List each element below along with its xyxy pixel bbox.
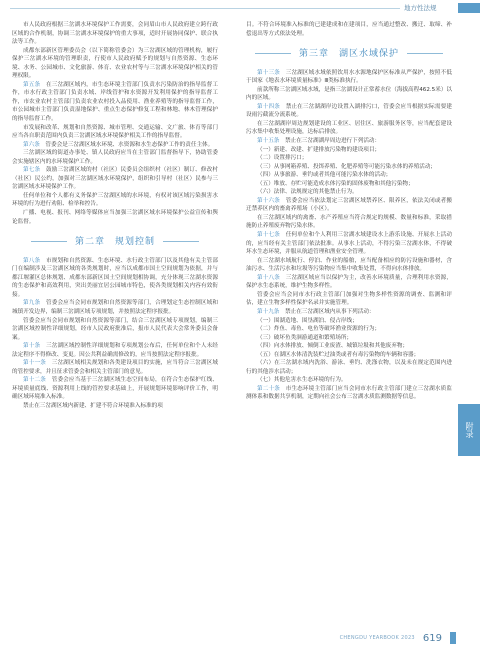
paragraph bbox=[246, 385, 452, 402]
paragraph-text: 市人民政府根据三岔湖水环境保护工作需要，会同眉山市人民政府建立跨行政区域的合作机制，协调三岔湖水环境保护的重大事项，适时开展协同保护、联合执法等工作。 bbox=[12, 22, 218, 46]
paragraph bbox=[246, 351, 452, 360]
paragraph bbox=[12, 317, 218, 343]
paragraph bbox=[246, 325, 452, 334]
paragraph-text: 三岔湖区域水域依照饮用水水源地保护区标准从严保护，按照不低于国家《地表水环境质量标准》Ⅲ类标准执行。 bbox=[246, 69, 452, 85]
page-number: 619 bbox=[422, 632, 442, 644]
paragraph-text: （五）在湖区水体清洗装贮过油类或者有毒污染物的车辆和容器； bbox=[257, 351, 420, 358]
paragraph-text: 前款所称三岔湖区域水域，是指三岔湖设计正常蓄水位（海拔高程462.5米）以内的区域。 bbox=[246, 86, 453, 102]
paragraph bbox=[246, 342, 452, 351]
paragraph-text: 市发展和改革、规划和自然资源、城市管理、交通运输、文广旅、体育等部门应当各自职责范围内负责三岔湖区域水环境保护相关工作的指导监督。 bbox=[12, 124, 218, 140]
paragraph-text: 市规划和自然资源、生态环境、水行政主管部门以及其他有关主管部门在编制涉及三岔湖区域的各类规划时，应当以成都市国土空间规划为依据，并与都江堰灌区总体规划、成都东部新区国土空间规划相协调，充分体现三岔湖水资源的生态保护和高效利用，突出美丽宜居公园城市特色，使各类规划相关内容有效衔接。 bbox=[12, 257, 218, 298]
paragraph bbox=[246, 163, 452, 172]
appendix-tab: 附录 bbox=[458, 404, 480, 456]
article-number: 第十二条 bbox=[23, 377, 46, 384]
paragraph bbox=[246, 69, 452, 86]
paragraph-text: （二）设置排污口； bbox=[257, 155, 308, 162]
paragraph-text: 在三岔湖区域内，市生态环境主管部门负责水污染防治的指导监督工作，市水行政主管部门负责水域、岸线管护和水资源开发利用保护的指导监督工作，市农业农村主管部门负责农业农村投入品使用、渔业养殖等的指导监督工作，市公园城市主管部门负责湿地保护、重点生态保护修复工程和林地、林木管理保护的指导监督工作。 bbox=[12, 81, 218, 123]
paragraph-text: 管委会是三岔湖区域水环境、水资源和水生态保护工作的责任主体。 bbox=[45, 141, 214, 148]
paragraph-text: 广播、电视、报刊、网络等媒体应当加强三岔湖区域水环境保护公益宣传和舆论监督。 bbox=[12, 210, 218, 225]
paragraph bbox=[12, 359, 218, 376]
paragraph bbox=[12, 192, 218, 209]
paragraph-text: 管委会应当基于三岔湖区域生态空间布局，在符合生态保护红线、环境质量底线、资源利用上线的管控要求基础上，开展规划环境影响评价工作，明确区域环境准入标准。 bbox=[12, 377, 218, 401]
paragraph bbox=[12, 299, 218, 316]
article-number: 第八条 bbox=[23, 257, 41, 264]
article-number: 第七条 bbox=[23, 167, 41, 174]
paragraph-text: 管委会应当会同市规划和自然资源等部门，合理划定生态控制区域和城镇开发边界，编制三岔湖区域专项规划，并按照法定程序报批。 bbox=[12, 300, 218, 315]
paragraph-text: 任何单位和个人利用三岔湖水域建设水上游乐设施、开展水上活动的，应当经有关主管部门依法批准。从事水上活动，不得污染三岔湖水体，不得破坏水生态环境，并服从航道管理和渔业安全管理。 bbox=[246, 232, 452, 256]
article-number: 第十九条 bbox=[257, 308, 280, 315]
paragraph bbox=[12, 402, 218, 411]
paragraph bbox=[246, 146, 452, 155]
paragraph bbox=[246, 334, 452, 343]
paragraph bbox=[12, 21, 218, 47]
page-header bbox=[0, 0, 480, 18]
paragraph bbox=[12, 124, 218, 141]
article-number: 第十一条 bbox=[23, 360, 46, 367]
paragraph bbox=[246, 103, 452, 120]
paragraph-text: 管委会应当依法划定三岔湖区域禁养区、限养区，依法关闭或者搬迁禁养区内的畜禽养殖场（小区）。 bbox=[246, 197, 452, 213]
left-column bbox=[12, 21, 218, 411]
article-number: 第二十条 bbox=[257, 385, 280, 392]
paragraph-text: 禁止在三岔湖区域内从事下列活动： bbox=[285, 308, 375, 315]
header-color-bar bbox=[458, 3, 480, 13]
paragraph-text: 三岔湖区域的街道办事处、镇人民政府应当在主管部门监督指导下，协助管委会实施辖区内的水环境保护工作。 bbox=[12, 150, 218, 165]
article-number: 第十三条 bbox=[257, 69, 280, 76]
paragraph bbox=[12, 81, 218, 124]
paragraph bbox=[246, 291, 452, 308]
paragraph bbox=[246, 171, 452, 180]
paragraph-text: （四）向水体排放、倾倒工业废渣、城镇垃圾和其他废弃物； bbox=[257, 343, 409, 350]
paragraph bbox=[12, 209, 218, 226]
paragraph-text: 在三岔湖湖岸周边规划建设的工业区、居住区、旅游服务区等，应当配套建设污水集中收集处理设施，达标后排放。 bbox=[246, 120, 452, 136]
paragraph bbox=[246, 317, 452, 326]
paragraph-text: 在三岔湖水域航行、停泊、作业的船舶，应当配备相应的防污设施和器材，含油污水、生活污水和垃圾等污染物应当集中收集处置，不得向水体排放。 bbox=[246, 257, 452, 273]
yearbook-label: CHENGDU YEARBOOK 2023 bbox=[339, 635, 415, 641]
paragraph-text: （一）围湖造地、围垦湖泊、侵占岸线； bbox=[257, 317, 358, 324]
paragraph-text: 市生态环境主管部门应当会同市水行政主管部门建立三岔湖水质监测体系和数据共享机制，定期向社会公布三岔湖水质监测数据等信息。 bbox=[246, 385, 452, 401]
paragraph bbox=[246, 231, 452, 257]
paragraph-text: 成都东部新区管理委员会（以下简称管委会）为三岔湖区域的管理机构，履行保护三岔湖水环境的管理职责，行使市人民政府赋予的规划与自然资源、生态环境、水务、公园城市、文化旅游、体育、农业农村等与三岔湖水环境保护相关的管理权限。 bbox=[12, 47, 218, 80]
paragraph bbox=[246, 21, 452, 38]
article-number: 第十五条 bbox=[257, 138, 280, 145]
paragraph bbox=[12, 257, 218, 300]
paragraph-text: 任何单位和个人都有义务保护三岔湖区域的水环境，有权对该区域污染损害水环境的行为进行劝阻、检举和控告。 bbox=[12, 192, 218, 208]
article-number: 第九条 bbox=[23, 300, 41, 307]
paragraph bbox=[246, 188, 452, 197]
paragraph-text: （五）堆放、存贮可能造成水体污染的固体废物和其他污染物； bbox=[257, 180, 414, 187]
chapter-heading: 第二章 规划控制 bbox=[12, 238, 218, 247]
paragraph bbox=[246, 86, 452, 103]
article-number: 第十条 bbox=[23, 343, 41, 350]
paragraph bbox=[246, 180, 452, 189]
article-number: 第十七条 bbox=[257, 232, 280, 239]
article-number: 第十六条 bbox=[257, 197, 280, 204]
paragraph bbox=[12, 376, 218, 402]
paragraph-text: 三岔湖区域控制性详细规划和专项规划公布后，任何单位和个人未经法定程序不得修改、变更。因公共利益确需修改的，应当按照法定程序报批。 bbox=[12, 343, 218, 358]
paragraph bbox=[246, 154, 452, 163]
section-title: 地方性法规 bbox=[404, 4, 437, 12]
paragraph-text: 禁止在三岔湖区域内新建、扩建不符合环境准入标准的项 bbox=[23, 402, 163, 409]
paragraph bbox=[246, 274, 452, 291]
chapter-heading: 第三章 湖区水域保护 bbox=[246, 50, 452, 59]
paragraph-text: 禁止在三岔湖湖岸边设置入湖排污口，管委会应当根据实际需要建设雨污截流分流系统。 bbox=[246, 103, 452, 119]
paragraph-text: 鼓励三岔湖区域的村（社区）民委员会组织村（社区）制订、修改村（社区）民公约，加强对三岔湖区域水环境保护，组织和引导村（社区）民参与三岔湖区域水环境保护工作。 bbox=[12, 167, 218, 191]
paragraph-text: 三岔湖区域相关规划和各类建设项目的实施，应当符合三岔湖区域的管控要求，并且征求管委会和相关主管部门的意见。 bbox=[12, 360, 218, 375]
page-footer bbox=[340, 631, 456, 645]
paragraph bbox=[246, 137, 452, 146]
paragraph bbox=[12, 47, 218, 81]
paragraph bbox=[12, 149, 218, 166]
paragraph-text: （三）破坏鱼类洄游通道和繁殖场所； bbox=[257, 334, 353, 341]
paragraph-text: （二）炸鱼、毒鱼、电鱼等破坏渔业资源的行为； bbox=[257, 326, 381, 333]
paragraph-text: 目。不符合环境准入标准的已建建成和在建项目，应当通过整改、搬迁、取缔、补偿退出等方式依法处理。 bbox=[246, 22, 452, 37]
paragraph bbox=[246, 197, 452, 214]
paragraph-text: 禁止在三岔湖湖岸周边进行下列活动： bbox=[285, 138, 381, 145]
paragraph bbox=[12, 166, 218, 192]
header-rule bbox=[10, 8, 400, 9]
right-column bbox=[246, 21, 452, 402]
paragraph-text: 三岔湖区域应当以保护为主，改善水环境质量，合理利用水资源，保护水生态系统，维护生物多样性。 bbox=[246, 274, 452, 290]
article-number: 第六条 bbox=[23, 141, 40, 148]
paragraph-text: （六）在三岔湖水域内洗浴、游泳、垂钓、洗涤衣物，以及未在规定范围内进行的其他涉水活动； bbox=[246, 360, 452, 375]
article-number: 第十八条 bbox=[257, 274, 280, 281]
paragraph-text: 在三岔湖区域内的禽畜、水产养殖应当符合规定的规模、数量和标准，采取措施防止养殖废弃物污染水体。 bbox=[246, 214, 452, 230]
paragraph bbox=[246, 359, 452, 376]
paragraph bbox=[246, 376, 452, 385]
paragraph bbox=[246, 120, 452, 137]
footer-color-bar bbox=[450, 632, 456, 644]
paragraph bbox=[246, 308, 452, 317]
paragraph bbox=[12, 141, 218, 150]
paragraph-text: （四）从事旅游、垂钓或者其他可能污染水体的活动； bbox=[257, 172, 392, 179]
paragraph bbox=[246, 257, 452, 274]
paragraph-text: （七）其他危害水生态环境的行为。 bbox=[257, 377, 347, 384]
paragraph bbox=[12, 342, 218, 359]
paragraph-text: （六）法律、法规规定的其他禁止行为。 bbox=[257, 189, 358, 196]
paragraph bbox=[246, 214, 452, 231]
paragraph-text: （三）从事网箱养殖、投饵养殖、化肥养殖等可能污染水体的养殖活动； bbox=[257, 163, 437, 170]
article-number: 第五条 bbox=[23, 81, 41, 88]
paragraph-text: （一）新建、改建、扩建排放污染物的建设项目； bbox=[257, 146, 381, 153]
paragraph-text: 管委会应当会同市水行政主管部门加强对生物多样性资源的调查、监测和评估，建立生物多样性保护名录并实施管理。 bbox=[246, 291, 452, 307]
paragraph-text: 管委会应当会同市规划和自然资源等部门，结合三岔湖区域专项规划，编制三岔湖区域控制性详细规划，经市人民政府批准后，报市人民代表大会常务委员会备案。 bbox=[12, 317, 218, 341]
article-number: 第十四条 bbox=[257, 103, 280, 110]
